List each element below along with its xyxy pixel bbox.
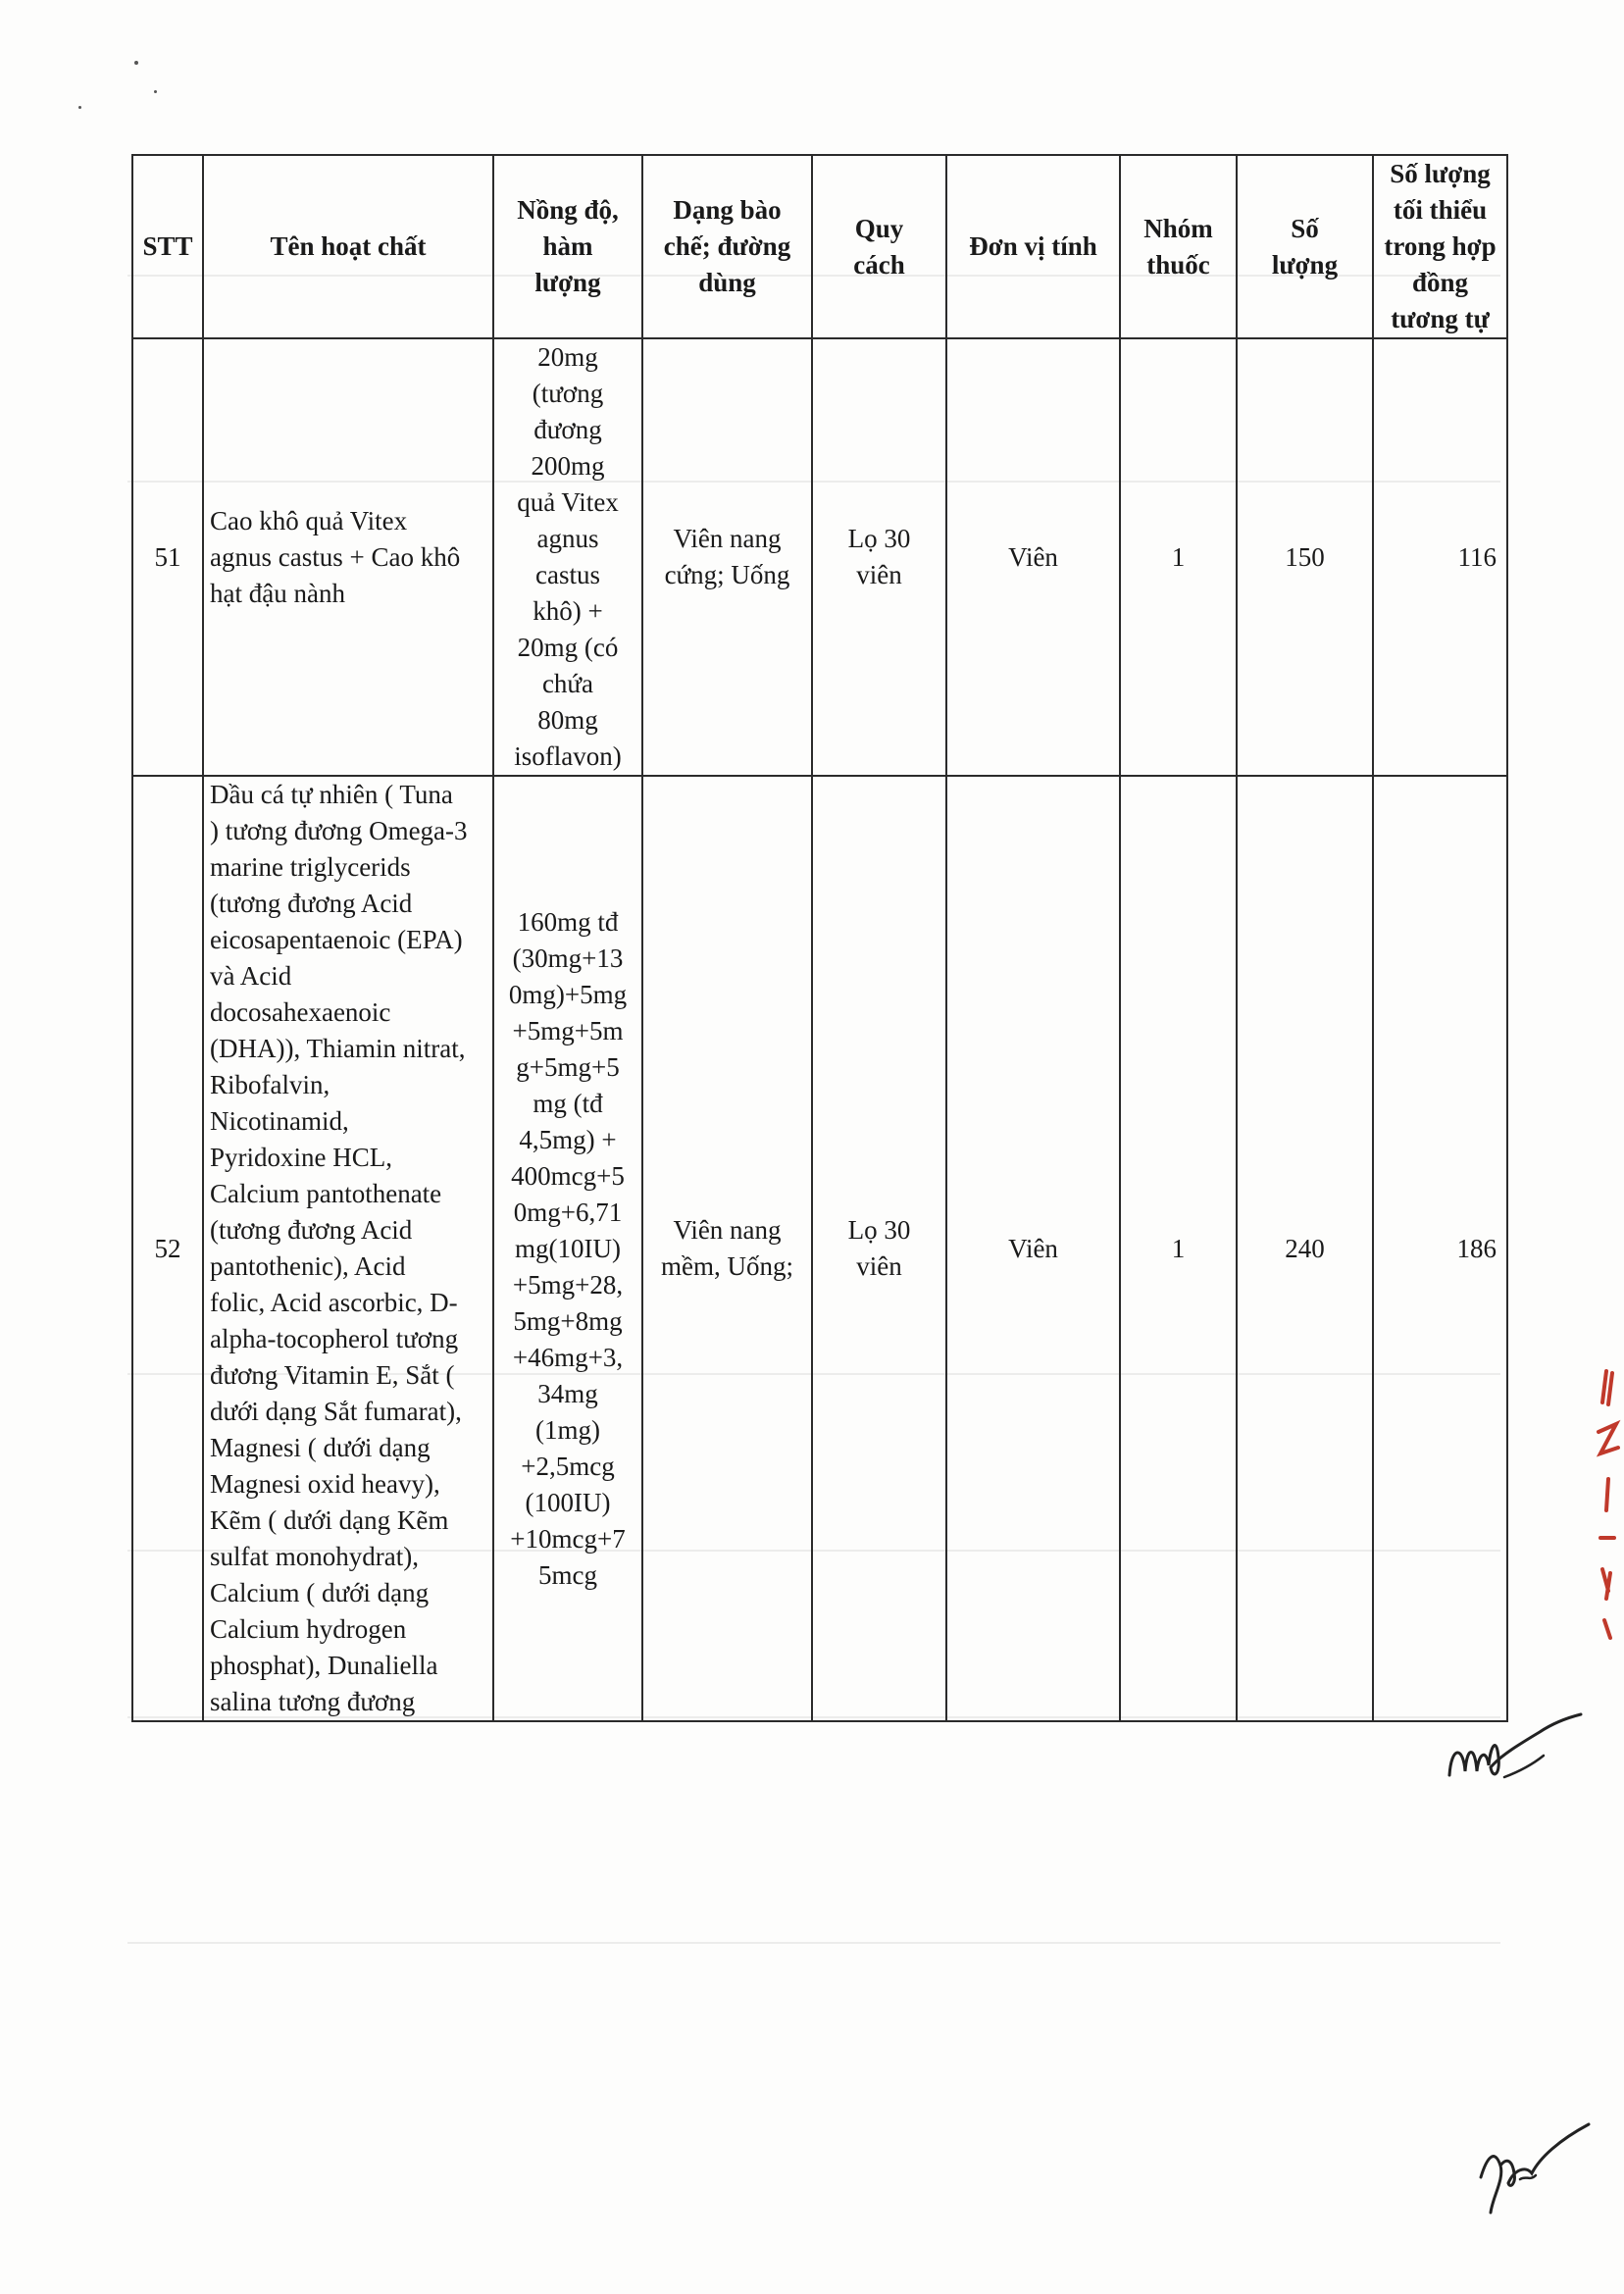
cell-min-quantity: 186	[1373, 776, 1507, 1721]
header-spec: Quy cách	[812, 155, 946, 338]
scan-speck	[134, 61, 138, 65]
cell-name: Dầu cá tự nhiên ( Tuna ) tương đương Omega-3 marine triglycerids (tương đương Acid eicosapentaenoic (EPA) và Acid docosahexaenoic (DHA)), Thiamin nitrat, Ribofalvin, Nicotinamid, Pyridoxine HCL, Calcium pantothenate (tương đương Acid pantothenic), Acid folic, Acid ascorbic, D- alpha-tocopherol tương đương Vitamin E, Sắt ( dưới dạng Sắt fumarat), Magnesi ( dưới dạng Magnesi oxid heavy), Kẽm ( dưới dạng Kẽm sulfat monohydrat), Calcium ( dưới dạng Calcium hydrogen phosphat), Dunaliella salina tương đương	[203, 776, 493, 1721]
header-group: Nhóm thuốc	[1120, 155, 1237, 338]
cell-group: 1	[1120, 776, 1237, 1721]
cell-unit: Viên	[946, 338, 1120, 776]
cell-spec: Lọ 30 viên	[812, 776, 946, 1721]
scan-speck	[78, 106, 81, 109]
scan-speck	[154, 90, 157, 93]
cell-concentration: 160mg tđ (30mg+13 0mg)+5mg +5mg+5m g+5mg+5 mg (tđ 4,5mg) + 400mcg+5 0mg+6,71 mg(10IU) +5mg+28, 5mg+8mg +46mg+3, 34mg (1mg) +2,5mcg (100IU) +10mcg+7 5mcg	[493, 776, 642, 1721]
header-stt: STT	[132, 155, 203, 338]
cell-stt: 52	[132, 776, 203, 1721]
table-row	[132, 338, 1507, 776]
header-quantity: Số lượng	[1237, 155, 1373, 338]
cell-form: Viên nang mềm, Uống;	[642, 776, 812, 1721]
cell-form: Viên nang cứng; Uống	[642, 338, 812, 776]
header-form: Dạng bào chế; đường dùng	[642, 155, 812, 338]
cell-stt: 51	[132, 338, 203, 776]
cell-name: Cao khô quả Vitex agnus castus + Cao khô hạt đậu nành	[203, 338, 493, 776]
cell-group: 1	[1120, 338, 1237, 776]
cell-quantity: 240	[1237, 776, 1373, 1721]
cell-spec: Lọ 30 viên	[812, 338, 946, 776]
cell-unit: Viên	[946, 776, 1120, 1721]
table-header-row	[132, 155, 1507, 338]
margin-handwritten-mark	[1589, 1363, 1624, 1648]
header-name: Tên hoạt chất	[203, 155, 493, 338]
handwritten-signature	[1471, 2118, 1599, 2217]
header-min-quantity: Số lượng tối thiểu trong hợp đồng tương tự	[1373, 155, 1507, 338]
header-unit: Đơn vị tính	[946, 155, 1120, 338]
handwritten-initials	[1442, 1707, 1589, 1795]
drug-table	[131, 154, 1508, 1722]
header-concentration: Nồng độ, hàm lượng	[493, 155, 642, 338]
table-row	[132, 776, 1507, 1721]
cell-concentration: 20mg (tương đương 200mg quả Vitex agnus castus khô) + 20mg (có chứa 80mg isoflavon)	[493, 338, 642, 776]
cell-min-quantity: 116	[1373, 338, 1507, 776]
cell-quantity: 150	[1237, 338, 1373, 776]
